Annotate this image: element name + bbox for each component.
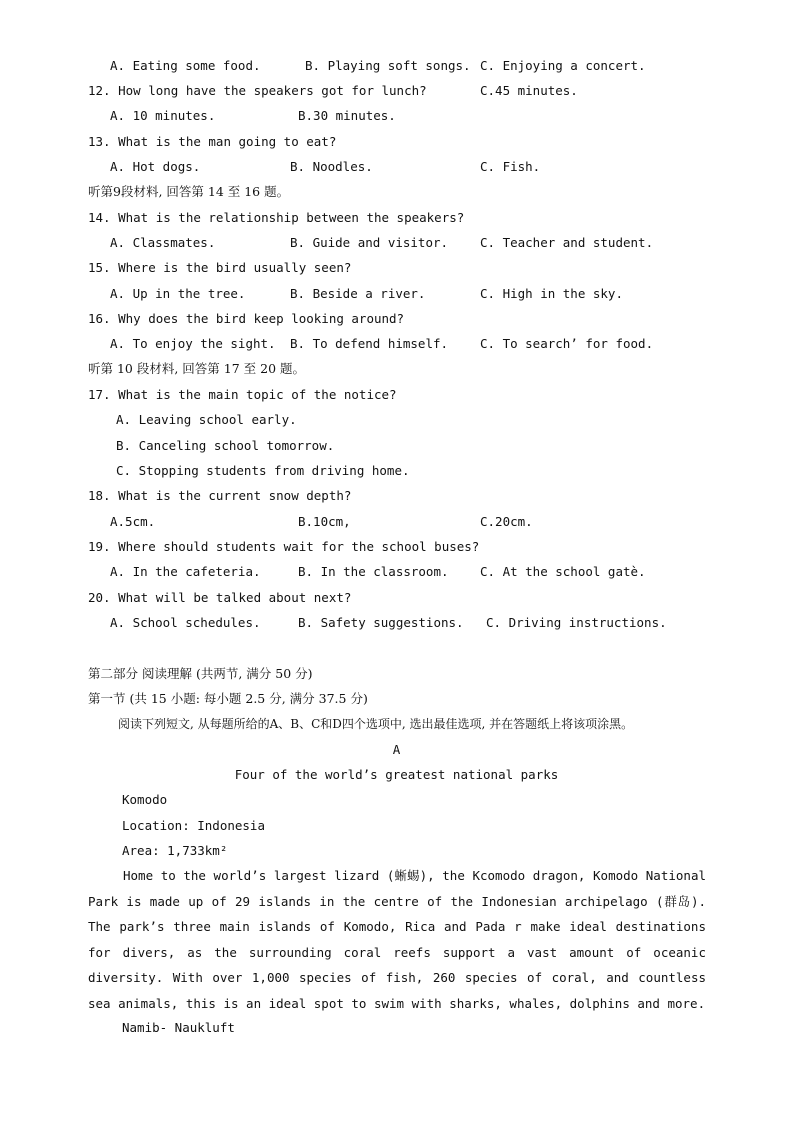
q16-option-c: C. To search’ for food.: [480, 336, 654, 351]
q16-question: 16. Why does the bird keep looking around?: [88, 311, 405, 326]
q20-option-c: C. Driving instructions.: [486, 615, 667, 630]
q17-option-c: C. Stopping students from driving home.: [116, 463, 410, 478]
q14-option-c: C. Teacher and student.: [480, 235, 654, 250]
park-1-body-text: Home to the world’s largest lizard (蜥蜴), the Kcomodo dragon, Komodo National Park is made up of 29 islands in the centre of the Indonesian archipelago (群岛). The park’s three main islands of Komodo, Rica and Pada r make ideal destinations for divers, as the surrounding coral reefs support a vast amount of oceanic diversity. With over 1,000 species of fish, 260 species of coral, and countless sea animals, this is an ideal spot to swim with sharks, whales, dolphins and more.: [88, 868, 706, 1011]
q20-option-a: A. School schedules.: [110, 615, 261, 630]
q19-option-a: A. In the cafeteria.: [110, 564, 261, 579]
q17-option-b: B. Canceling school tomorrow.: [116, 438, 335, 453]
q13-option-c: C. Fish.: [480, 159, 541, 174]
q11-option-b: B. Playing soft songs.: [305, 58, 471, 73]
part-2-heading: 第二部分 阅读理解 (共两节, 满分 50 分): [88, 666, 313, 681]
q15-question: 15. Where is the bird usually seen?: [88, 260, 352, 275]
q16-option-b: B. To defend himself.: [290, 336, 449, 351]
passage-title: Four of the world’s greatest national parks: [234, 767, 559, 782]
q12-option-b: B.30 minutes.: [298, 108, 396, 123]
section-10-heading: 听第 10 段材料, 回答第 17 至 20 题。: [88, 361, 306, 376]
q14-option-a: A. Classmates.: [110, 235, 216, 250]
q18-question: 18. What is the current snow depth?: [88, 488, 352, 503]
q15-option-c: C. High in the sky.: [480, 286, 623, 301]
q20-question: 20. What will be talked about next?: [88, 590, 352, 605]
q16-option-a: A. To enjoy the sight.: [110, 336, 276, 351]
q18-option-c: C.20cm.: [480, 514, 533, 529]
q13-question: 13. What is the man going to eat?: [88, 134, 337, 149]
q13-option-a: A. Hot dogs.: [110, 159, 201, 174]
reading-instruction: 阅读下列短文, 从每题所给的A、B、C和D四个选项中, 选出最佳选项, 并在答题纸上将该项涂黑。: [118, 717, 634, 731]
q13-option-b: B. Noodles.: [290, 159, 373, 174]
q19-option-c: C. At the school gatè.: [480, 564, 646, 579]
q19-question: 19. Where should students wait for the school buses?: [88, 539, 480, 554]
q15-option-b: B. Beside a river.: [290, 286, 426, 301]
q18-option-a: A.5cm.: [110, 514, 156, 529]
q14-option-b: B. Guide and visitor.: [290, 235, 449, 250]
q12-option-a: A. 10 minutes.: [110, 108, 216, 123]
q15-option-a: A. Up in the tree.: [110, 286, 246, 301]
park-2-name: Namib- Naukluft: [122, 1020, 235, 1035]
park-1-area: Area: 1,733km²: [122, 843, 228, 858]
q17-question: 17. What is the main topic of the notice?: [88, 387, 397, 402]
park-1-name: Komodo: [122, 792, 168, 807]
passage-letter: A: [392, 742, 401, 757]
q11-option-a: A. Eating some food.: [110, 58, 261, 73]
q14-question: 14. What is the relationship between the speakers?: [88, 210, 465, 225]
park-1-location: Location: Indonesia: [122, 818, 265, 833]
q11-option-c: C. Enjoying a concert.: [480, 58, 646, 73]
park-1-description: [88, 863, 706, 1016]
section-9-heading: 听第9段材料, 回答第 14 至 16 题。: [88, 184, 290, 199]
section-1-heading: 第一节 (共 15 小题: 每小题 2.5 分, 满分 37.5 分): [88, 691, 368, 706]
q12-question: 12. How long have the speakers got for lunch?: [88, 83, 427, 98]
q19-option-b: B. In the classroom.: [298, 564, 449, 579]
q20-option-b: B. Safety suggestions.: [298, 615, 464, 630]
q12-option-c: C.45 minutes.: [480, 83, 578, 98]
q18-option-b: B.10cm,: [298, 514, 351, 529]
q17-option-a: A. Leaving school early.: [116, 412, 297, 427]
